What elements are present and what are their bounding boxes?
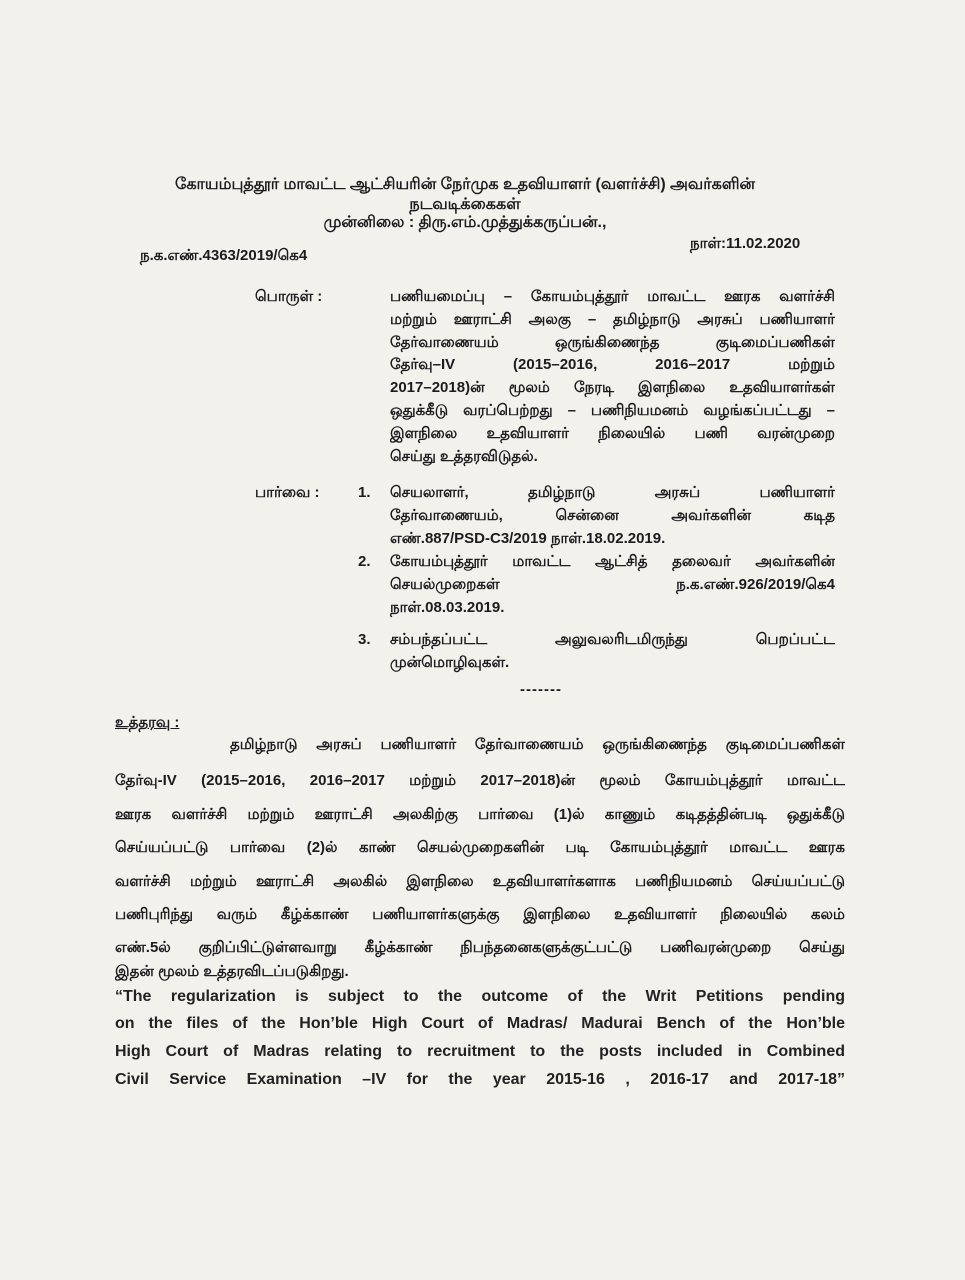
subject-line: இளநிலை உதவியாளர் நிலையில் பணி வரன்முறை <box>390 424 835 442</box>
separator: ------- <box>520 681 562 698</box>
subject-line: தேர்வாணையம் ஒருங்கிணைந்த குடிமைப்பணிகள் <box>390 333 835 351</box>
reference-number-label: 3. <box>358 631 371 648</box>
order-line: பணிபுரிந்து வரும் கீழ்க்காண் பணியாளர்களுக்கு இளநிலை உதவியாளர் நிலையில் கலம் <box>115 906 845 923</box>
subject-line: செய்து உத்தரவிடுதல். <box>390 447 538 465</box>
order-heading: உத்தரவு : <box>115 714 180 731</box>
order-date: நாள்:11.02.2020 <box>690 235 801 252</box>
order-line: செய்யப்பட்டு பார்வை (2)ல் காண் செயல்முறைகளின் படி கோயம்புத்தூர் மாவட்ட ஊரக <box>115 839 845 856</box>
reference-line: முன்மொழிவுகள். <box>390 654 510 671</box>
header-title-line2: நடவடிக்கைகள் <box>409 196 521 213</box>
order-line: எண்.5ல் குறிப்பிட்டுள்ளவாறு கீழ்க்காண் நிபந்தனைகளுக்குட்பட்டு பணிவரன்முறை செய்து <box>115 939 845 956</box>
reference-line: கோயம்புத்தூர் மாவட்ட ஆட்சித் தலைவர் அவர்களின் <box>390 553 835 570</box>
reference-line: தேர்வாணையம், சென்னை அவர்களின் கடித <box>390 507 835 524</box>
reference-line: எண்.887/PSD-C3/2019 நாள்.18.02.2019. <box>390 530 666 547</box>
reference-line: செயல்முறைகள் ந.க.எண்.926/2019/கெ4 <box>390 576 835 593</box>
order-line: தேர்வு-IV (2015–2016, 2016–2017 மற்றும் 2017–2018)ன் மூலம் கோயம்புத்தூர் மாவட்ட <box>115 772 845 789</box>
reference-line: நாள்.08.03.2019. <box>390 599 505 616</box>
subject-line: தேர்வு–IV (2015–2016, 2016–2017 மற்றும் <box>390 356 835 374</box>
note-line: High Court of Madras relating to recruitment to the posts included in Combined <box>115 1043 845 1060</box>
reference-number: ந.க.எண்.4363/2019/கெ4 <box>140 247 308 264</box>
order-line: ஊரக வளர்ச்சி மற்றும் ஊராட்சி அலகிற்கு பார்வை (1)ல் காணும் கடிதத்தின்படி ஒதுக்கீடு <box>115 806 845 823</box>
order-line: வளர்ச்சி மற்றும் ஊராட்சி அலகில் இளநிலை உதவியாளர்களாக பணிநியமனம் செய்யப்பட்டு <box>115 873 845 890</box>
note-line: on the files of the Hon’ble High Court of Madras/ Madurai Bench of the Hon’ble <box>115 1015 845 1032</box>
reference-number-label: 1. <box>358 484 371 501</box>
order-line: இதன் மூலம் உத்தரவிடப்படுகிறது. <box>115 963 349 980</box>
header-presiding-officer: முன்னிலை : திரு.எம்.முத்துக்கருப்பன்., <box>323 214 607 231</box>
subject-line: மற்றும் ஊராட்சி அலகு – தமிழ்நாடு அரசுப் பணியாளர் <box>390 310 835 328</box>
reference-line: செயலாளர், தமிழ்நாடு அரசுப் பணியாளர் <box>390 484 835 501</box>
subject-label: பொருள் : <box>255 288 323 305</box>
reference-number-label: 2. <box>358 553 371 570</box>
note-line: Civil Service Examination –IV for the year 2015-16 , 2016-17 and 2017-18” <box>115 1071 845 1088</box>
subject-line: 2017–2018)ன் மூலம் நேரடி இளநிலை உதவியாளர்கள் <box>390 379 835 397</box>
order-line: தமிழ்நாடு அரசுப் பணியாளர் தேர்வாணையம் ஒருங்கிணைந்த குடிமைப்பணிகள் <box>230 736 845 753</box>
reference-line: சம்பந்தப்பட்ட அலுவலரிடமிருந்து பெறப்பட்ட <box>390 631 835 648</box>
header-title-line1: கோயம்புத்தூர் மாவட்ட ஆட்சியரின் நேர்முக உதவியாளர் (வளர்ச்சி) அவர்களின் <box>174 176 756 193</box>
note-line: “The regularization is subject to the outcome of the Writ Petitions pending <box>115 988 845 1005</box>
references-label: பார்வை : <box>255 484 320 501</box>
subject-line: ஒதுக்கீடு வரப்பெற்றது – பணிநியமனம் வழங்கப்பட்டது – <box>390 402 835 419</box>
subject-line: பணியமைப்பு – கோயம்புத்தூர் மாவட்ட ஊரக வளர்ச்சி <box>390 288 835 305</box>
